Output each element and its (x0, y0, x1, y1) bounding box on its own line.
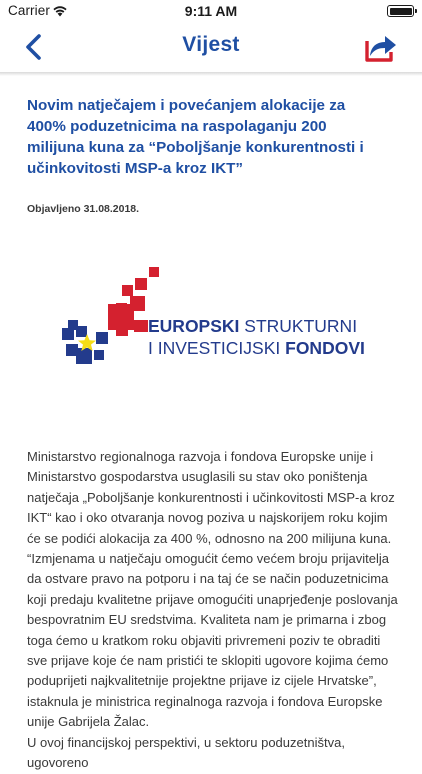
article-body (27, 447, 399, 774)
status-time: 9:11 AM (184, 3, 238, 19)
logo-europski: EUROPSKI (148, 316, 240, 336)
logo-fondovi: FONDOVI (285, 338, 365, 358)
navigation-bar (0, 22, 422, 72)
logo-investicijski: I INVESTICIJSKI (148, 338, 281, 358)
eu-funds-logo (62, 266, 365, 376)
share-arrow-icon (364, 31, 398, 63)
svg-text:EUROPSKI STRUKTURNI (148, 316, 357, 336)
status-bar (0, 0, 422, 22)
logo-strukturni: STRUKTURNI (244, 316, 358, 336)
page-title: Vijest (182, 33, 240, 56)
carrier-label: Carrier (8, 3, 50, 18)
publish-date: Objavljeno 31.08.2018. (27, 203, 140, 215)
article-title: Novim natječajem i povećanjem alokacije za 400% poduzetnicima na raspolaganju 200 milijuna kuna za “Poboljšanje konkurentnosti i učinkovitosti MSP-a kroz IKT” (27, 97, 364, 177)
nav-divider (0, 72, 422, 76)
eu-funds-logo-graphic (62, 266, 365, 376)
share-button[interactable] (364, 31, 398, 63)
svg-text:I INVESTICIJSKI FONDOVI (148, 338, 365, 358)
article-paragraph: Ministarstvo regionalnoga razvoja i fondova Europske unije i Ministarstvo gospodarstva usuglasili su stav oko poništenja natječaja „Poboljšanje konkurentnosti i učinkovitosti MSP-a kroz IKT“ kao i oko otvaranja novog poziva u najskorijem roku kojim će se podići alokacija za 400 %, odnosno na 200 milijuna kuna. “Izmjenama u natječaju omogućit ćemo većem broju prijavitelja da ostvare pravo na potporu i na taj će se način poduzetnicima koji predaju kvalitetne prijave omogućiti unaprjeđenje poslovanja bespovratnim EU sredstvima. Kvaliteta nam je primarna i zbog toga ćemo u kratkom roku objaviti privremeni poziv te obraditi sve prijave koje će nam pristići te sklopiti ugovore kojima ćemo poduprijeti najkvalitetnije projektne prijave iz cijele Hrvatske”, istaknula je ministrica reginalnoga razvoja i fondova Europske unije Gabrijela Žalac. U ovoj financijskoj perspektivi, u sektoru poduzetništva, ugovoreno (27, 449, 398, 771)
battery-icon (387, 5, 414, 17)
